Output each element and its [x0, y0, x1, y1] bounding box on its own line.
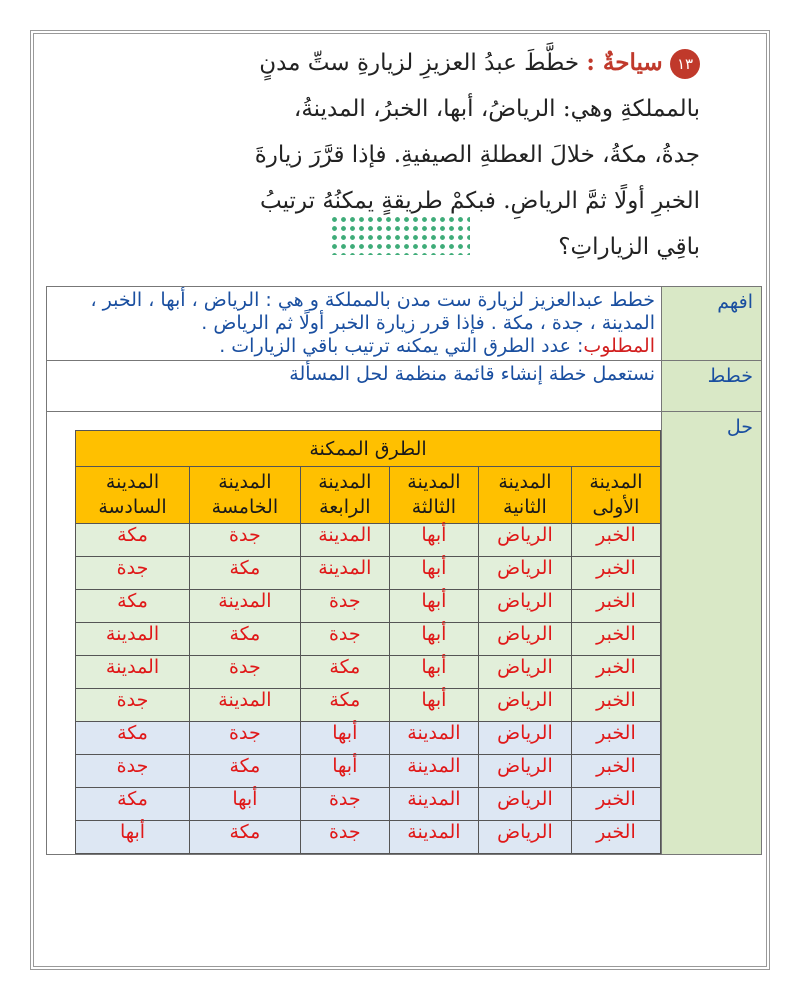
table-cell: أبها	[389, 656, 478, 689]
table-cell: المدينة	[190, 689, 301, 722]
column-header-text: الثالثة	[411, 496, 457, 518]
column-header-text: المدينة	[589, 471, 643, 493]
table-row	[76, 788, 661, 821]
table-cell: مكة	[300, 689, 389, 722]
table-cell: الرياض	[478, 524, 571, 557]
step-solve	[47, 412, 762, 855]
table-cell: مكة	[190, 623, 301, 656]
table-cell: المدينة	[300, 557, 389, 590]
step-content-understand	[47, 287, 662, 361]
table-cell: أبها	[300, 722, 389, 755]
table-cell: جدة	[300, 590, 389, 623]
table-row	[76, 590, 661, 623]
table-cell: أبها	[389, 689, 478, 722]
table-cell: المدينة	[389, 788, 478, 821]
table-cell: أبها	[389, 623, 478, 656]
routes-column-header	[300, 467, 389, 524]
step-label-plan: خطط	[662, 361, 762, 412]
table-cell: أبها	[389, 557, 478, 590]
routes-column-header	[478, 467, 571, 524]
table-cell: مكة	[190, 755, 301, 788]
table-cell: الخبر	[571, 623, 660, 656]
table-cell: أبها	[300, 755, 389, 788]
routes-header-row	[76, 467, 661, 524]
table-cell: جدة	[76, 557, 190, 590]
step-label-solve: حل	[662, 412, 762, 855]
table-cell: الرياض	[478, 623, 571, 656]
routes-column-header	[571, 467, 660, 524]
routes-column-header	[190, 467, 301, 524]
solution-steps-table	[46, 286, 762, 855]
table-cell: جدة	[300, 623, 389, 656]
problem-text-line: بالمملكةِ وهي: الرياضُ، أبها، الخبرُ، المدينةُ،	[293, 96, 700, 122]
column-header-text: المدينة	[218, 471, 272, 493]
step-content-plan: نستعمل خطة إنشاء قائمة منظمة لحل المسألة	[47, 361, 662, 412]
column-header-text: المدينة	[318, 471, 372, 493]
table-cell: الخبر	[571, 821, 660, 854]
table-cell: الخبر	[571, 722, 660, 755]
column-header-text: الرابعة	[319, 496, 371, 518]
problem-text-line: باقِي الزياراتِ؟	[558, 234, 700, 260]
required-label: المطلوب	[583, 335, 655, 357]
table-cell: جدة	[76, 755, 190, 788]
column-header-text: المدينة	[105, 471, 160, 493]
table-cell: المدينة	[76, 656, 190, 689]
table-row	[76, 557, 661, 590]
column-header-text: السادسة	[98, 496, 167, 518]
table-row	[76, 623, 661, 656]
problem-text-line: جدةُ، مكةُ، خلالَ العطلةِ الصيفيةِ. فإذا قرَّرَ زيارةَ	[254, 142, 700, 168]
table-cell: الرياض	[478, 557, 571, 590]
table-cell: الخبر	[571, 755, 660, 788]
table-cell: الخبر	[571, 656, 660, 689]
table-cell: مكة	[76, 722, 190, 755]
table-cell: المدينة	[76, 623, 190, 656]
table-cell: جدة	[300, 821, 389, 854]
routes-column-header	[389, 467, 478, 524]
table-cell: أبها	[389, 590, 478, 623]
table-cell: مكة	[76, 590, 190, 623]
problem-keyword: سياحةٌ :	[586, 49, 663, 76]
table-cell: المدينة	[389, 755, 478, 788]
table-cell: الرياض	[478, 722, 571, 755]
table-cell: الخبر	[571, 524, 660, 557]
step-plan	[47, 361, 762, 412]
table-cell: المدينة	[190, 590, 301, 623]
table-cell: الرياض	[478, 590, 571, 623]
table-cell: جدة	[190, 524, 301, 557]
column-header-text: المدينة	[407, 471, 461, 493]
table-cell: الرياض	[478, 656, 571, 689]
table-cell: مكة	[190, 557, 301, 590]
table-cell: المدينة	[389, 821, 478, 854]
required-text: : عدد الطرق التي يمكنه ترتيب باقي الزيارات .	[219, 335, 584, 357]
table-cell: جدة	[190, 656, 301, 689]
table-cell: أبها	[389, 524, 478, 557]
routes-table	[75, 430, 661, 854]
problem-text-line: خطَّطَ عبدُ العزيزِ لزيارةِ ستِّ مدنٍ	[259, 50, 580, 76]
understand-text: خطط عبدالعزيز لزيارة ست مدن بالمملكة و هي : الرياض ، أبها ، الخبر ، المدينة ، جدة ، مكة . فإذا قرر زيارة الخبر أولًا ثم الرياض .	[90, 289, 655, 334]
column-header-text: الأولى	[592, 496, 640, 518]
table-cell: الرياض	[478, 788, 571, 821]
table-cell: الخبر	[571, 788, 660, 821]
table-cell: مكة	[300, 656, 389, 689]
table-cell: الخبر	[571, 689, 660, 722]
column-header-text: الثانية	[503, 496, 547, 518]
problem-text-line: الخبرِ أولًا ثمَّ الرياضِ. فبكمْ طريقةٍ يمكنُهُ ترتيبُ	[260, 188, 700, 214]
table-cell: الرياض	[478, 689, 571, 722]
table-cell: مكة	[76, 788, 190, 821]
table-row	[76, 755, 661, 788]
routes-column-header	[76, 467, 190, 524]
decorative-dots	[330, 215, 470, 255]
table-cell: مكة	[76, 524, 190, 557]
table-row	[76, 656, 661, 689]
table-cell: أبها	[190, 788, 301, 821]
column-header-text: الخامسة	[211, 496, 279, 518]
table-cell: المدينة	[389, 722, 478, 755]
table-cell: أبها	[76, 821, 190, 854]
routes-table-title: الطرق الممكنة	[76, 431, 661, 467]
table-row	[76, 524, 661, 557]
table-cell: جدة	[190, 722, 301, 755]
column-header-text: المدينة	[498, 471, 552, 493]
table-row	[76, 821, 661, 854]
table-cell: جدة	[76, 689, 190, 722]
routes-table-body	[76, 524, 661, 854]
step-understand	[47, 287, 762, 361]
table-row	[76, 722, 661, 755]
step-content-solve	[47, 412, 662, 855]
table-row	[76, 689, 661, 722]
table-cell: الخبر	[571, 590, 660, 623]
table-cell: الرياض	[478, 755, 571, 788]
table-cell: جدة	[300, 788, 389, 821]
step-label-understand: افهم	[662, 287, 762, 361]
table-cell: مكة	[190, 821, 301, 854]
table-cell: المدينة	[300, 524, 389, 557]
table-cell: الرياض	[478, 821, 571, 854]
problem-line-1	[140, 40, 700, 86]
table-cell: الخبر	[571, 557, 660, 590]
problem-number-badge: ١٣	[670, 49, 700, 79]
